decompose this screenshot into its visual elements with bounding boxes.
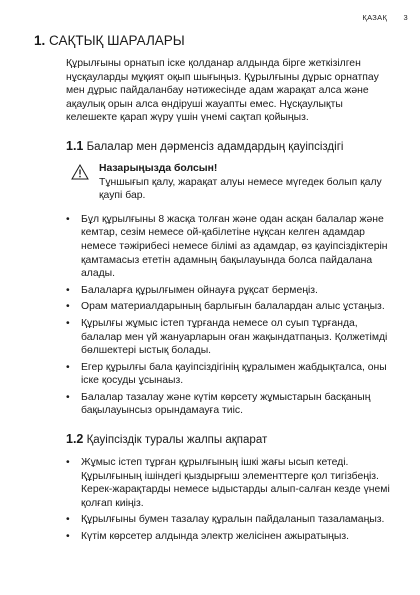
warning-title: Назарыңызда болсын!	[99, 162, 218, 174]
list-item: • Бұл құрылғыны 8 жасқа толған және одан асқан балалар және кемтар, сезім немесе ой-қабілетіне нұқсан келген адамдар немесе тәжірибесі немесе білімі аз адамдар, өз қауіпсіздіктерін қамтамасыз ететін адамның бақылауында болса пайдалана алады.	[66, 213, 396, 281]
subsection-title-2: Қауіпсіздік туралы жалпы ақпарат	[86, 434, 268, 447]
safety-list-general	[66, 456, 396, 544]
subsection-number-1: 1.1	[66, 138, 84, 153]
header-language: ҚАЗАҚ	[362, 13, 388, 22]
list-item: • Егер құрылғы бала қауіпсіздігінің құралымен жабдықталса, оны іске қосуды ұсынаыз.	[66, 361, 396, 388]
section-body	[66, 57, 396, 544]
warning-triangle-icon	[71, 164, 89, 185]
subsection-2	[66, 432, 396, 544]
list-item: • Құрылғы жұмыс істеп тұрғанда немесе ол суып тұрғанда, балалар мен үй жануарларын оған жақындатпаңыз. Қолжетімді бөлшектері ыстық болады.	[66, 317, 396, 358]
section-number: 1.	[34, 33, 46, 48]
section-title: САҚТЫҚ ШАРАЛАРЫ	[49, 33, 185, 48]
warning-box	[66, 162, 396, 203]
warning-text: Тұншығып қалу, жарақат алуы немесе мүгедек болып қалу қаупі бар.	[99, 176, 382, 202]
page-header	[362, 13, 408, 22]
subsection-title-1: Балалар мен дәрменсіз адамдардың қауіпсіздігі	[86, 140, 344, 153]
intro-paragraph: Құрылғыны орнатып іске қолданар алдында бірге жеткізілген нұсқауларды мұқият оқып шығыңыз. Құрылғыны дұрыс орнатпау мен дұрыс пайдаланбау нәтижесінде адам жарақат алса және ақаулық орын алса өндіруші жауапты емес. Нұсқаулықты келешекте қарап жүру үшін үнемі сақтап қойыңыз.	[66, 58, 379, 124]
list-item: • Орам материалдарының барлығын балалардан алыс ұстаңыз.	[66, 300, 396, 314]
section-heading	[34, 33, 185, 48]
list-item: • Балалар тазалау және күтім көрсету жұмыстарын басқаның бақылауынсыз орындамауға тиіс.	[66, 391, 396, 418]
page-number: 3	[403, 13, 408, 22]
list-item: • Күтім көрсетер алдында электр желісінен ажыратыңыз.	[66, 530, 396, 544]
subsection-heading-1	[66, 139, 396, 154]
safety-list-children	[66, 213, 396, 418]
subsection-heading-2	[66, 432, 396, 447]
list-item: • Құрылғыны бумен тазалау құралын пайдаланып тазаламаңыз.	[66, 513, 396, 527]
list-item: • Жұмыс істеп тұрған құрылғының ішкі жағы ысып кетеді. Құрылғының ішіндегі қыздырғыш элементтерге қол тигізбеңіз. Керек-жарақтарды немесе ыдыстарды алып-салған кезде үнемі қолғап киіңіз.	[66, 456, 396, 510]
subsection-number-2: 1.2	[66, 432, 84, 447]
list-item: • Балаларға құрылғымен ойнауға рұқсат бермеңіз.	[66, 284, 396, 298]
